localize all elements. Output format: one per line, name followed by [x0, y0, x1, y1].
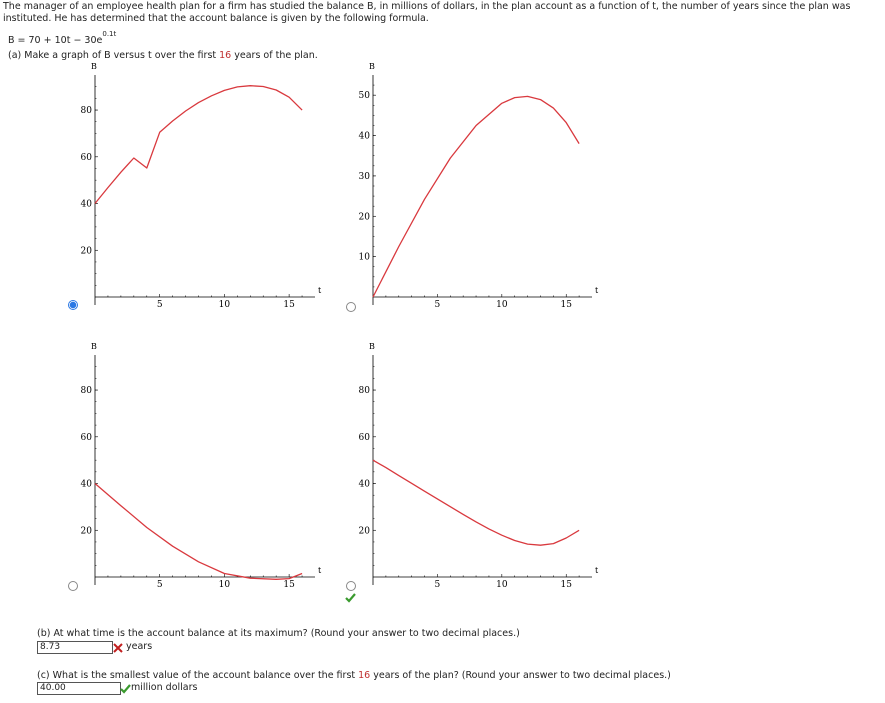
formula-exponent: 0.1t [102, 30, 117, 38]
part-b-unit: years [126, 641, 153, 652]
graph-4-x-axis-label: t [595, 566, 599, 575]
graph-option-1-radio[interactable] [68, 300, 78, 310]
graph-1-x-axis-label: t [318, 286, 322, 295]
graph-2-y-tick-20: 20 [358, 212, 370, 223]
graph-1-x-tick-15: 15 [283, 300, 295, 310]
part-c-highlight: 16 [358, 670, 371, 681]
formula-base: B = 70 + 10t − 30e [8, 35, 103, 47]
part-b-question: (b) At what time is the account balance at its maximum? (Round your answer to two decimal places.) [37, 628, 520, 639]
graph-2-y-tick-40: 40 [358, 131, 370, 142]
part-c-question [37, 670, 671, 681]
graph-2-x-tick-10: 10 [496, 300, 508, 310]
graph-3-x-tick-5: 5 [156, 580, 163, 590]
graph-4-curve [373, 460, 579, 545]
part-c-prefix: (c) What is the smallest value of the account balance over the first [37, 670, 359, 681]
part-b-incorrect-icon [113, 643, 123, 653]
graph-4-x-tick-15: 15 [560, 580, 572, 590]
graph-2-y-tick-30: 30 [358, 171, 370, 182]
graph-4-y-axis-label: B [369, 342, 375, 351]
graph-option-4-check-icon [345, 593, 356, 603]
part-b-answer-input[interactable]: 8.73 [37, 641, 113, 654]
graph-3-y-tick-80: 80 [80, 386, 92, 397]
graph-4-y-tick-60: 60 [358, 432, 370, 443]
graph-3-y-axis-label: B [91, 342, 97, 351]
graph-2-y-axis-label: B [369, 62, 375, 71]
part-a-prefix: (a) Make a graph of B versus t over the first [8, 50, 220, 61]
graph-4-x-tick-10: 10 [496, 580, 508, 590]
graph-4-x-tick-5: 5 [434, 580, 441, 590]
part-c-unit: million dollars [131, 682, 198, 693]
graph-1-x-tick-10: 10 [218, 300, 231, 310]
graph-1-y-axis-label: B [91, 62, 97, 71]
graph-3-x-tick-15: 15 [283, 580, 295, 590]
graph-2-y-tick-50: 50 [358, 91, 370, 102]
part-c-correct-icon [120, 684, 131, 694]
graph-option-4-radio[interactable] [346, 581, 356, 591]
part-c-answer-input[interactable]: 40.00 [37, 682, 121, 695]
graph-option-3-radio[interactable] [68, 581, 78, 591]
graph-1-x-tick-5: 5 [156, 300, 163, 310]
graph-1-y-tick-80: 80 [80, 106, 92, 117]
graph-1-curve [95, 86, 302, 204]
graph-1-y-tick-20: 20 [80, 246, 92, 257]
graph-1-y-tick-40: 40 [80, 199, 92, 210]
graph-2-x-tick-15: 15 [560, 300, 572, 310]
graph-2-x-axis-label: t [595, 286, 599, 295]
graph-1-y-tick-60: 60 [80, 152, 92, 163]
problem-intro: The manager of an employee health plan for a firm has studied the balance B, in millions of dollars, in the plan account as a function of t, the number of years since the plan was instituted. He has determined that the account balance is given by the following formula. [3, 1, 851, 24]
graph-4-y-tick-80: 80 [358, 386, 370, 397]
part-a-highlight: 16 [219, 50, 232, 61]
graph-3-x-tick-10: 10 [218, 580, 231, 590]
graph-2-y-tick-10: 10 [358, 252, 370, 263]
graph-3-curve [95, 484, 302, 580]
graph-3-y-tick-20: 20 [80, 526, 92, 537]
graph-3-y-tick-40: 40 [80, 479, 92, 490]
graph-4-y-tick-40: 40 [358, 479, 370, 490]
graph-2-curve [373, 96, 579, 297]
graph-2-x-tick-5: 5 [434, 300, 441, 310]
part-a-suffix: years of the plan. [231, 50, 318, 61]
graph-3-y-tick-60: 60 [80, 432, 92, 443]
graph-4-y-tick-20: 20 [358, 526, 370, 537]
graph-option-2-radio[interactable] [346, 302, 356, 312]
part-c-suffix: years of the plan? (Round your answer to two decimal places.) [370, 670, 671, 681]
graph-3-x-axis-label: t [318, 566, 322, 575]
